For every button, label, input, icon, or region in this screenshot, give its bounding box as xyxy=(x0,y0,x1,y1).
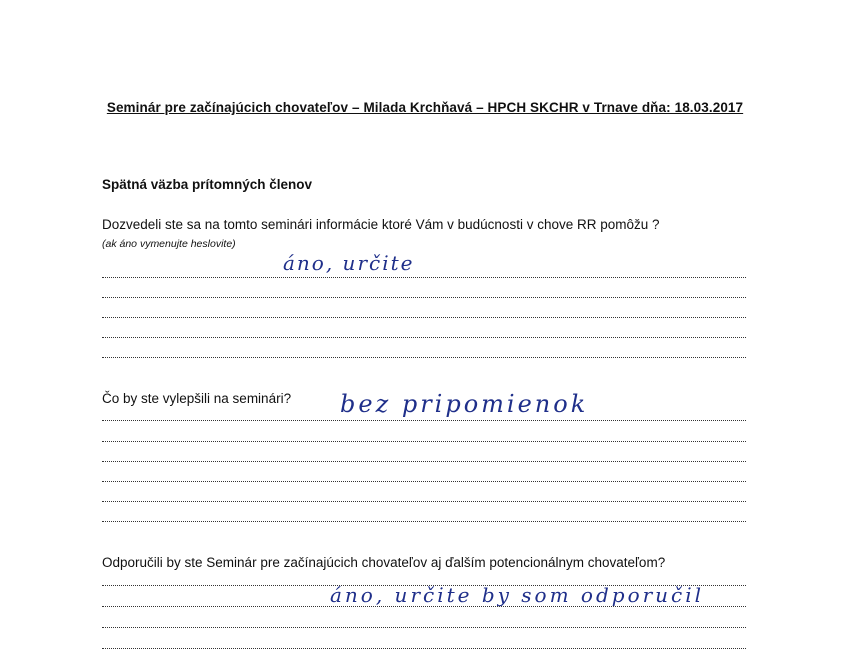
question-1-note: (ak áno vymenujte heslovite) xyxy=(102,238,236,250)
question-1-text: Dozvedeli ste sa na tomto seminári informácie ktoré Vám v budúcnosti v chove RR pomôžu ? xyxy=(102,217,660,232)
answer-line xyxy=(102,648,746,649)
answer-line xyxy=(102,606,746,607)
question-2-answer: bez pripomienok xyxy=(340,390,589,418)
question-1-answer: áno, určite xyxy=(283,251,415,275)
answer-line xyxy=(102,627,746,628)
question-3-answer: áno, určite by som odporučil xyxy=(330,583,705,607)
answer-line xyxy=(102,481,746,482)
answer-line xyxy=(102,461,746,462)
answer-line xyxy=(102,521,746,522)
answer-line xyxy=(102,585,746,586)
answer-line xyxy=(102,337,746,338)
answer-line xyxy=(102,420,746,421)
question-3-text: Odporučili by ste Seminár pre začínajúcich chovateľov aj ďalším potencionálnym chovateľom? xyxy=(102,555,666,570)
section-heading: Spätná väzba prítomných členov xyxy=(102,177,313,192)
answer-line xyxy=(102,441,746,442)
answer-line xyxy=(102,317,746,318)
answer-line xyxy=(102,501,746,502)
answer-line xyxy=(102,357,746,358)
answer-line xyxy=(102,277,746,278)
question-2-text: Čo by ste vylepšili na seminári? xyxy=(102,391,292,406)
document-title: Seminár pre začínajúcich chovateľov – Milada Krchňavá – HPCH SKCHR v Trnave dňa: 18.03.2017 xyxy=(106,100,744,115)
answer-line xyxy=(102,297,746,298)
